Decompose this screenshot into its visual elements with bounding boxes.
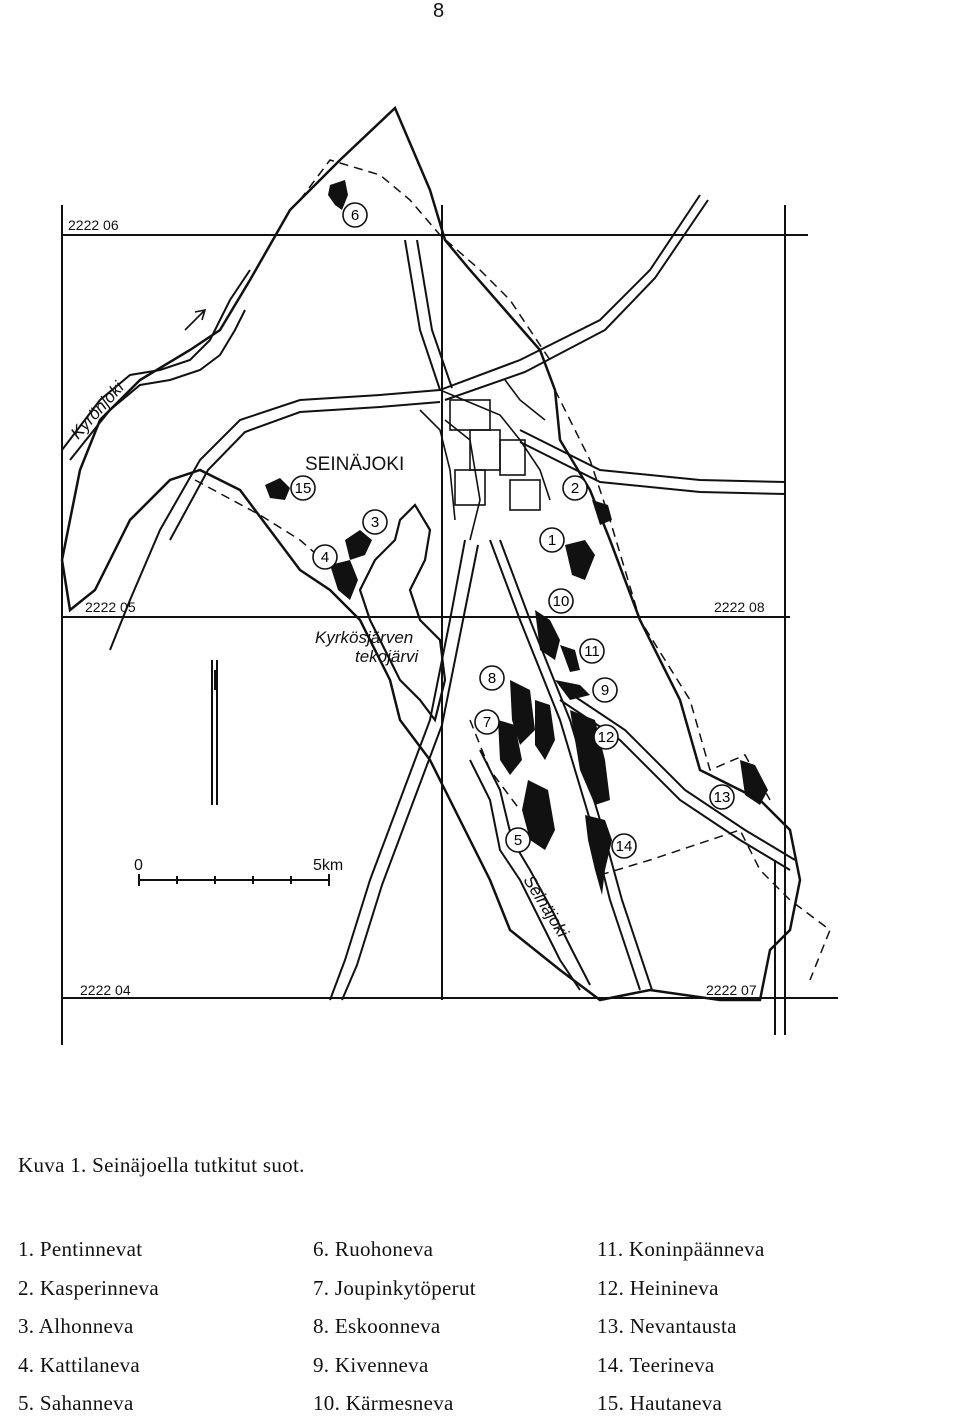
page-number: 8 (433, 0, 445, 22)
legend-item: 3. Alhonneva (18, 1314, 134, 1338)
svg-text:9: 9 (600, 682, 610, 699)
grid-label-e: 2222 08 (714, 599, 765, 615)
site-11-shape (560, 645, 580, 672)
legend-item: 5. Sahanneva (18, 1391, 134, 1415)
site-marker-1 (540, 528, 564, 552)
legend-item: 11. Koninpäänneva (597, 1237, 765, 1261)
legend-item: 15. Hautaneva (597, 1391, 723, 1415)
site-marker-4 (313, 545, 337, 569)
river-label-north: Kyrönjoki (66, 378, 128, 443)
svg-text:1: 1 (547, 532, 557, 549)
site-marker-9 (593, 678, 617, 702)
grid-label-nw: 2222 06 (68, 217, 119, 233)
site-7b-shape (535, 700, 555, 760)
river-kyronjoki-b (70, 310, 245, 460)
svg-text:7: 7 (482, 714, 492, 731)
lake-label-line1: Kyrkösjärven (315, 628, 414, 647)
site-2-shape (592, 500, 612, 525)
svg-text:11: 11 (584, 643, 600, 660)
grid-label-sw: 2222 04 (80, 982, 131, 998)
legend-item: 2. Kasperinneva (18, 1275, 159, 1300)
railway-south-parallel (500, 540, 652, 990)
road-north (405, 240, 440, 390)
site-3-shape (345, 530, 372, 560)
svg-text:13: 13 (713, 789, 731, 806)
road-ne-parallel (445, 200, 708, 400)
site-marker-14 (612, 834, 636, 858)
site-marker-6 (343, 203, 367, 227)
svg-text:4: 4 (320, 549, 330, 566)
river-arrow-icon (185, 310, 205, 330)
grid-label-se: 2222 07 (706, 982, 757, 998)
site-marker-7 (475, 710, 499, 734)
site-marker-2 (563, 476, 587, 500)
figure-caption: Kuva 1. Seinäjoella tutkitut suot. (18, 1153, 305, 1177)
legend-column-3 (597, 1230, 765, 1423)
site-14-shape (585, 815, 612, 895)
svg-text:14: 14 (615, 838, 633, 855)
svg-text:12: 12 (597, 729, 615, 746)
site-1-shape (565, 540, 595, 580)
legend-column-1 (18, 1230, 159, 1423)
grid-label-w: 2222 05 (85, 599, 136, 615)
site-marker-13 (710, 785, 734, 809)
legend-item: 13. Nevantausta (597, 1314, 737, 1338)
site-12-shape (570, 710, 610, 805)
scale-label-start: 0 (134, 857, 143, 874)
legend-item: 1. Pentinnevat (18, 1237, 143, 1261)
site-marker-15 (291, 476, 315, 500)
legend-item: 6. Ruohoneva (313, 1237, 434, 1261)
site-marker-11 (580, 639, 604, 663)
legend-item: 10. Kärmesneva (313, 1391, 454, 1415)
scale-label-end: 5km (313, 857, 344, 874)
legend-column-2 (313, 1230, 476, 1423)
town-streets (420, 380, 550, 540)
road-north-parallel (417, 240, 452, 388)
site-6-shape (328, 180, 348, 210)
scale-bar (139, 874, 329, 886)
svg-text:15: 15 (294, 480, 312, 497)
site-15-shape (265, 478, 290, 500)
road-west (110, 390, 440, 650)
legend-item: 12. Heinineva (597, 1275, 719, 1300)
site-marker-5 (506, 828, 530, 852)
legend-item: 7. Joupinkytöperut (313, 1275, 476, 1300)
svg-text:10: 10 (552, 593, 570, 610)
svg-text:2: 2 (570, 480, 580, 497)
road-ne (440, 195, 700, 390)
town-label: SEINÄJOKI (305, 454, 405, 475)
north-arrow-icon (212, 660, 217, 805)
reservoir-outline (360, 505, 445, 720)
peatland-sites (265, 180, 768, 895)
svg-text:6: 6 (350, 207, 360, 224)
legend-item: 14. Teerineva (597, 1352, 715, 1377)
site-marker-12 (594, 725, 618, 749)
site-13-shape (740, 760, 768, 805)
municipal-boundary (62, 108, 800, 1000)
svg-text:3: 3 (370, 514, 380, 531)
legend-item: 8. Eskoonneva (313, 1314, 441, 1338)
legend-item: 9. Kivenneva (313, 1352, 429, 1377)
svg-text:5: 5 (513, 832, 523, 849)
legend-item: 4. Kattilaneva (18, 1352, 140, 1377)
site-marker-3 (363, 510, 387, 534)
site-marker-8 (480, 666, 504, 690)
svg-text:8: 8 (487, 670, 497, 687)
river-label-south: Seinäjoki (519, 872, 573, 941)
lake-label-line2: tekojärvi (355, 647, 419, 666)
site-marker-10 (549, 589, 573, 613)
